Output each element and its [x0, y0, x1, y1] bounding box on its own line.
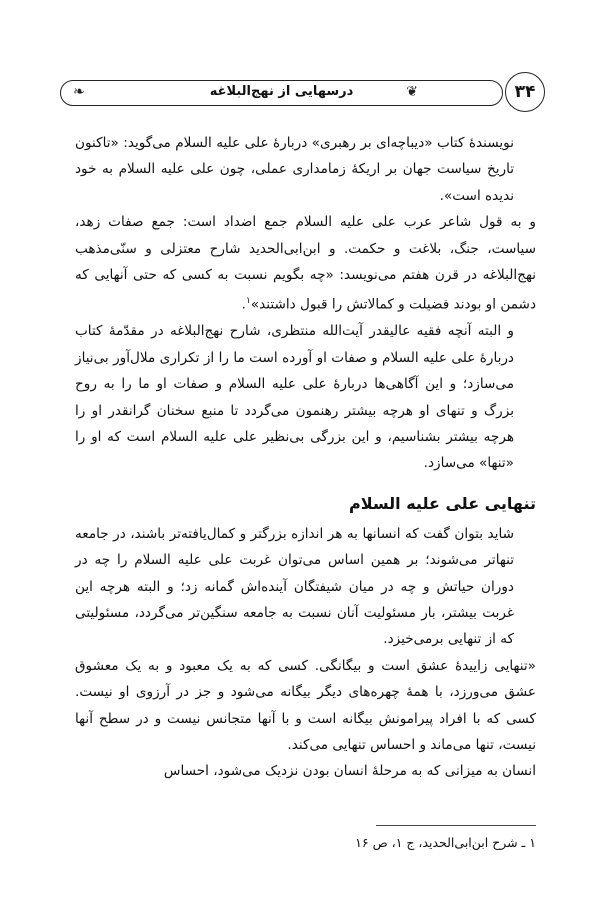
quote-paragraph-1: «تنهایی زاییدهٔ عشق است و بیگانگی. کسی که به یک معبود و به یک معشوق عشق می‌ورزد، با همهٔ چهره‌های دیگر بیگانه می‌شود و جز در آرزوی او نیست. کسی که با افراد پیرامونش بیگانه است و با آنها متجانس نیست و در سطح آنها نیست، تنها می‌ماند و احساس تنهایی می‌کند.: [75, 657, 536, 754]
footnote-reference[interactable]: ۱: [245, 296, 251, 307]
running-title: درسهایی از نهج‌البلاغه: [209, 84, 354, 99]
footnote-divider: [376, 825, 536, 826]
section-paragraph: شاید بتوان گفت که انسانها به هر اندازه بزرگتر و کمال‌یافته‌تر باشند، در جامعه تنهاتر می‌شوند؛ بر همین اساس می‌توان غربت علی علیه السلام را چه در دوران حیاتش و چه در میان شیفتگان آینده‌اش گمانه زد؛ و البته هرچه این غربت بیشتر، بار مسئولیت آنان نسبت به جامعه سنگین‌تر می‌گردد، مسئولیتی که از تنهایی برمی‌خیزد.: [75, 525, 514, 648]
quote-paragraph-2: انسان به میزانی که به مرحلهٔ انسان بودن نزدیک می‌شود، احساس: [163, 763, 536, 780]
paragraph-1: نویسندهٔ کتاب «دیباچه‌ای بر رهبری» دربارهٔ علی علیه السلام می‌گوید: «تاکنون تاریخ سیاست جهان بر اریکهٔ زمامداری عملی، چون علی علیه السلام به خود ندیده است».: [75, 135, 514, 204]
main-text: [75, 130, 536, 785]
paragraph-2: و به قول شاعر عرب علی علیه السلام جمع اضداد است: جمع صفات زهد، سیاست، جنگ، بلاغت و حکمت. و ابن‌ابی‌الحدید شارح معتزلی و سنّی‌مذهب نهج‌البلاغه در قرن هفتم می‌نویسد: «چه بگویم نسبت به کسی که حتی آنهایی که دشمن او بودند فضیلت و کمالاتش را قبول داشتند»$^۱$.: [75, 214, 536, 313]
page-header: [60, 72, 545, 116]
footnote: ۱ ـ شرح ابن‌ابی‌الحدید، ج ۱، ص ۱۶: [355, 835, 536, 850]
ornament-left-icon: ❧: [73, 84, 85, 100]
page-number: ۳۴: [505, 72, 545, 112]
paragraph-3: و البته آنچه فقیه عالیقدر آیت‌الله منتظری، شارح نهج‌البلاغه در مقدّمهٔ کتاب دربارهٔ علی علیه السلام و صفات او آورده است ما را از تکراری ملال‌آور بی‌نیاز می‌سازد؛ و این آگاهی‌ها دربارهٔ علی علیه السلام و صفات او ما را به روح بزرگ و تنهای او هرچه بیشتر رهنمون می‌گردد تا منبع سخنان گرانقدر او را هرچه بیشتر بشناسیم، و این بزرگی بی‌نظیر علی علیه السلام است که او را «تنها» می‌سازد.: [75, 323, 514, 472]
header-frame: [60, 80, 503, 106]
paragraph-2-text: و به قول شاعر عرب علی علیه السلام جمع اضداد است: جمع صفات زهد، سیاست، جنگ، بلاغت و حکمت. و ابن‌ابی‌الحدید شارح معتزلی و سنّی‌مذهب نهج‌البلاغه در قرن هفتم می‌نویسد: «چه بگویم نسبت به کسی که حتی آنهایی که دشمن او بودند فضیلت و کمالاتش را قبول داشتند»: [75, 214, 536, 313]
ornament-right-icon: ❦: [406, 84, 418, 100]
section-heading: تنهایی علی علیه السلام: [348, 493, 536, 513]
